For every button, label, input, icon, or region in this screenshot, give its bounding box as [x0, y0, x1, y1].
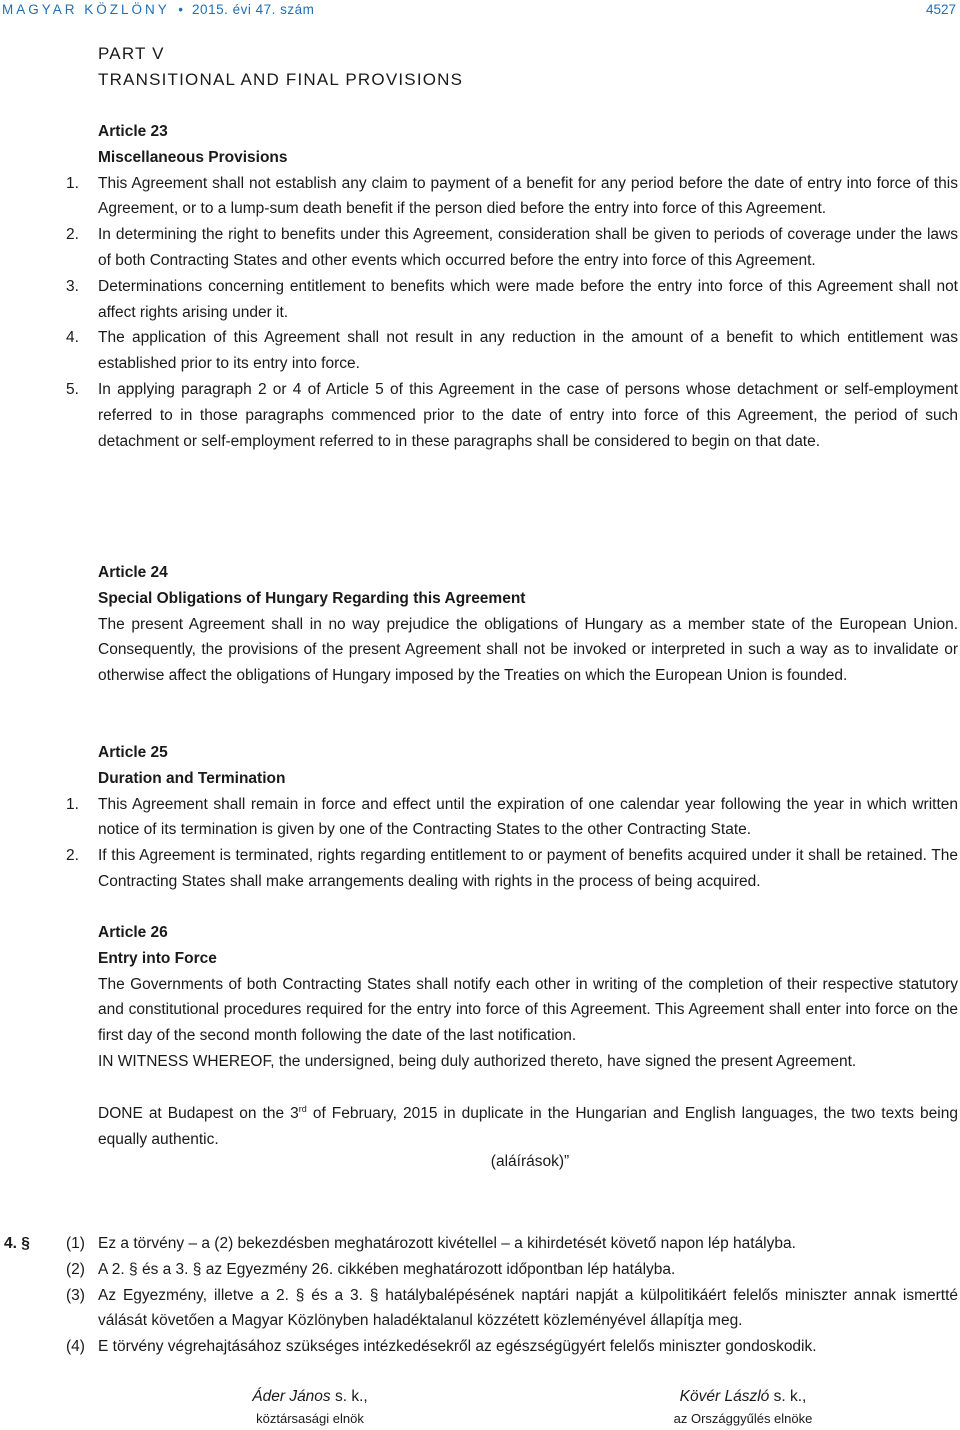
article-26-text: The Governments of both Contracting States shall notify each other in writing of the completion of their respective statutory and constitutional procedures required for the entry into force of this Agreement. This Agreement shall enter into force on the first day of the second month following the date of the last notification.	[98, 975, 958, 1045]
article-25-para-2	[66, 843, 958, 895]
article-26	[98, 920, 958, 1075]
article-23	[66, 119, 958, 454]
article-23-para-4	[66, 325, 958, 377]
item-text: E törvény végrehajtásához szükséges intézkedésekről az egészségügyért felelős miniszter gondoskodik.	[98, 1338, 817, 1356]
law-item-2	[66, 1257, 958, 1283]
signer-name: Kövér László	[679, 1388, 770, 1405]
para-number: 1.	[66, 795, 79, 813]
article-23-number: Article 23	[98, 123, 168, 140]
article-26-number: Article 26	[98, 924, 168, 941]
signer-president	[210, 1386, 410, 1430]
header-publication	[2, 2, 314, 17]
part-number: PART V	[98, 44, 165, 63]
law-item-1	[66, 1231, 958, 1257]
issue-label: 2015. évi 47. szám	[192, 2, 315, 17]
article-25-para-1	[66, 792, 958, 844]
item-number: (3)	[66, 1286, 85, 1304]
section-number: 4. §	[4, 1235, 30, 1252]
done-text	[98, 1101, 958, 1153]
signer-speaker	[633, 1386, 853, 1430]
signatures-note: (aláírások)”	[490, 1153, 570, 1170]
page-header	[0, 0, 960, 24]
para-text: The application of this Agreement shall not result in any reduction in the amount of a benefit to which entitlement was established prior to its entry into force.	[98, 329, 958, 373]
signer-suffix: s. k.,	[330, 1388, 368, 1405]
item-text: Ez a törvény – a (2) bekezdésben meghatározott kivétellel – a kihirdetését követő napon lép hatályba.	[98, 1235, 796, 1252]
article-24	[98, 560, 958, 689]
item-text: A 2. § és a 3. § az Egyezmény 26. cikkében meghatározott időpontban lép hatályba.	[98, 1260, 676, 1278]
done-clause	[98, 1101, 958, 1153]
article-24-title: Special Obligations of Hungary Regarding this Agreement	[98, 589, 526, 607]
law-item-3	[66, 1283, 958, 1335]
publication-name: MAGYAR KÖZLÖNY	[2, 2, 170, 17]
done-text-end: of February, 2015 in duplicate in the Hungarian and English languages, the two texts being equally authentic.	[98, 1105, 958, 1148]
para-text: If this Agreement is terminated, rights regarding entitlement to or payment of benefits acquired under it shall be retained. The Contracting States shall make arrangements dealing with rights in the process of being acquired.	[98, 847, 958, 890]
article-23-para-1	[66, 171, 958, 223]
article-23-para-3	[66, 274, 958, 326]
article-25-title: Duration and Termination	[98, 769, 286, 787]
article-24-number: Article 24	[98, 564, 168, 581]
para-text: Determinations concerning entitlement to benefits which were made before the entry into force of this Agreement shall not affect rights arising under it.	[98, 277, 958, 321]
para-number: 2.	[66, 226, 79, 244]
para-number: 1.	[66, 174, 79, 192]
signer-suffix: s. k.,	[769, 1388, 807, 1405]
part-title: TRANSITIONAL AND FINAL PROVISIONS	[98, 70, 464, 89]
article-25	[66, 740, 958, 895]
para-text: This Agreement shall remain in force and effect until the expiration of one calendar year following the year in which written notice of its termination is given by one of the Contracting States to the other Contracting State.	[98, 795, 958, 839]
item-text: Az Egyezmény, illetve a 2. § és a 3. § hatálybalépésének naptári napját a külpolitikáért felelős miniszter annak ismertté válását követően a Magyar Közlönyben haladéktalanul közzétett közleményével állapítja meg.	[98, 1286, 958, 1330]
para-number: 2.	[66, 847, 79, 865]
para-number: 5.	[66, 380, 79, 398]
article-26-title: Entry into Force	[98, 949, 217, 967]
para-text: This Agreement shall not establish any claim to payment of a benefit for any period before the date of entry into force of this Agreement, or to a lump-sum death benefit if the person died before the entry into force of this Agreement.	[98, 174, 958, 218]
para-text: In determining the right to benefits under this Agreement, consideration shall be given to periods of coverage under the laws of both Contracting States and other events which occurred before the entry into force of this Agreement.	[98, 226, 958, 269]
ordinal-suffix: rd	[298, 1103, 307, 1114]
witness-clause: IN WITNESS WHEREOF, the undersigned, being duly authorized thereto, have signed the present Agreement.	[98, 1052, 857, 1070]
article-23-para-2	[66, 222, 958, 274]
para-text: In applying paragraph 2 or 4 of Article 5 of this Agreement in the case of persons whose detachment or self-employment referred to in those paragraphs commenced prior to the date of entry into force of this Agreement, the period of such detachment or self-employment referred to in these paragraphs shall be considered to begin on that date.	[98, 380, 958, 450]
page-number: 4527	[925, 2, 956, 17]
article-24-text: The present Agreement shall in no way prejudice the obligations of Hungary as a member state of the European Union. Consequently, the provisions of the present Agreement shall not be invoked or interpreted in such a way as to invalidate or otherwise affect the obligations of Hungary imposed by the Treaties on which the European Union is founded.	[98, 615, 958, 685]
article-23-title: Miscellaneous Provisions	[98, 148, 288, 166]
article-23-para-5	[66, 377, 958, 454]
header-bullet: •	[178, 2, 184, 17]
law-item-4	[66, 1334, 958, 1360]
item-number: (4)	[66, 1338, 85, 1356]
done-text-start: DONE at Budapest on the 3	[98, 1105, 299, 1122]
signer-name: Áder János	[252, 1388, 331, 1405]
signer-role: az Országgyűlés elnöke	[673, 1411, 813, 1426]
article-25-number: Article 25	[98, 744, 168, 761]
item-number: (1)	[66, 1235, 85, 1252]
signer-role: köztársasági elnök	[256, 1411, 364, 1426]
para-number: 3.	[66, 277, 79, 295]
para-number: 4.	[66, 329, 79, 347]
item-number: (2)	[66, 1260, 85, 1278]
